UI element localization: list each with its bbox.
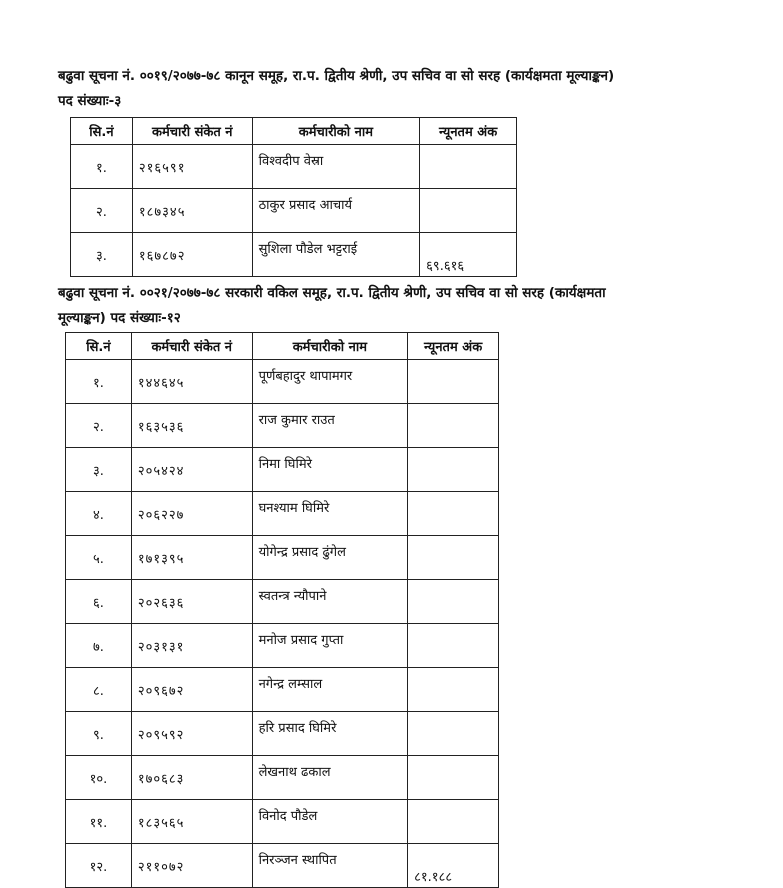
employee-code-cell: २०३१३१ [131, 624, 252, 668]
serial-cell: ११. [66, 800, 132, 844]
table-row [66, 800, 499, 844]
min-score-cell [420, 145, 517, 189]
section1-post-count: पद संख्याः-३ [58, 93, 122, 109]
min-score-cell [408, 580, 499, 624]
employee-code-cell: १८७३४५ [132, 189, 252, 233]
employee-code-cell: २०९६७२ [131, 668, 252, 712]
column-header-code: कर्मचारी संकेत नं [131, 333, 252, 360]
serial-cell: २. [71, 189, 133, 233]
employee-name-cell: हरि प्रसाद घिमिरे [252, 712, 408, 756]
employee-name-cell: स्वतन्त्र न्यौपाने [252, 580, 408, 624]
table-row [66, 536, 499, 580]
section2-table [65, 332, 499, 888]
serial-cell: १. [66, 360, 132, 404]
column-header-code: कर्मचारी संकेत नं [132, 118, 252, 145]
column-header-name: कर्मचारीको नाम [252, 118, 420, 145]
min-score-cell [408, 712, 499, 756]
serial-cell: १०. [66, 756, 132, 800]
min-score-cell: ८१.१८८ [408, 844, 499, 888]
table-row [66, 756, 499, 800]
section2-heading-cont: मूल्याङ्कन) पद संख्याः-१२ [58, 310, 181, 326]
min-score-cell [408, 668, 499, 712]
serial-cell: ८. [66, 668, 132, 712]
employee-name-cell: घनश्याम घिमिरे [252, 492, 408, 536]
table-row [66, 624, 499, 668]
column-header-score: न्यूनतम अंक [408, 333, 499, 360]
employee-code-cell: १७०६८३ [131, 756, 252, 800]
serial-cell: २. [66, 404, 132, 448]
employee-name-cell: निरञ्जन स्थापित [252, 844, 408, 888]
min-score-cell [408, 756, 499, 800]
employee-name-cell: पूर्णबहादुर थापामगर [252, 360, 408, 404]
employee-name-cell: निमा घिमिरे [252, 448, 408, 492]
serial-cell: ४. [66, 492, 132, 536]
serial-cell: ३. [71, 233, 133, 277]
column-header-name: कर्मचारीको नाम [252, 333, 408, 360]
column-header-serial: सि.नं [66, 333, 132, 360]
serial-cell: ५. [66, 536, 132, 580]
employee-code-cell: २१६५९१ [132, 145, 252, 189]
employee-name-cell: लेखनाथ ढकाल [252, 756, 408, 800]
serial-cell: ७. [66, 624, 132, 668]
table-row [66, 712, 499, 756]
table-row [66, 448, 499, 492]
employee-code-cell: १४४६४५ [131, 360, 252, 404]
min-score-cell [408, 800, 499, 844]
serial-cell: ६. [66, 580, 132, 624]
employee-code-cell: १७१३९५ [131, 536, 252, 580]
table-header-row [71, 118, 517, 145]
table-row [66, 844, 499, 888]
min-score-cell [408, 404, 499, 448]
column-header-score: न्यूनतम अंक [420, 118, 517, 145]
min-score-cell [408, 492, 499, 536]
serial-cell: ९. [66, 712, 132, 756]
employee-name-cell: ठाकुर प्रसाद आचार्य [252, 189, 420, 233]
employee-code-cell: २०६२२७ [131, 492, 252, 536]
employee-name-cell: मनोज प्रसाद गुप्ता [252, 624, 408, 668]
employee-name-cell: राज कुमार राउत [252, 404, 408, 448]
min-score-cell [408, 360, 499, 404]
employee-code-cell: २०९५९२ [131, 712, 252, 756]
table-row [66, 580, 499, 624]
employee-code-cell: १८३५६५ [131, 800, 252, 844]
employee-name-cell: विनोद पौडेल [252, 800, 408, 844]
employee-code-cell: २११०७२ [131, 844, 252, 888]
table-row [66, 668, 499, 712]
employee-name-cell: सुशिला पौडेल भट्टराई [252, 233, 420, 277]
serial-cell: १२. [66, 844, 132, 888]
employee-name-cell: नगेन्द्र लम्साल [252, 668, 408, 712]
section2-heading: बढुवा सूचना नं. ००२१/२०७७-७८ सरकारी वकिल समूह, रा.प. द्वितीय श्रेणी, उप सचिव वा सो सरह (कार्यक्षमता [58, 285, 606, 301]
employee-code-cell: २०२६३६ [131, 580, 252, 624]
table-row [71, 145, 517, 189]
serial-cell: १. [71, 145, 133, 189]
column-header-serial: सि.नं [71, 118, 133, 145]
min-score-cell [408, 448, 499, 492]
table-header-row [66, 333, 499, 360]
employee-code-cell: २०५४२४ [131, 448, 252, 492]
section1-heading: बढुवा सूचना नं. ००१९/२०७७-७८ कानून समूह, रा.प. द्वितीय श्रेणी, उप सचिव वा सो सरह (कार्यक्षमता मूल्याङ्कन) [58, 68, 615, 84]
table-row [66, 492, 499, 536]
serial-cell: ३. [66, 448, 132, 492]
employee-code-cell: १६७८७२ [132, 233, 252, 277]
table-row [66, 360, 499, 404]
employee-name-cell: विश्वदीप वेस्रा [252, 145, 420, 189]
min-score-cell: ६९.६१६ [420, 233, 517, 277]
employee-code-cell: १६३५३६ [131, 404, 252, 448]
table-row [66, 404, 499, 448]
table-row [71, 189, 517, 233]
section1-table [70, 117, 517, 277]
employee-name-cell: योगेन्द्र प्रसाद ढुंगेल [252, 536, 408, 580]
table-row [71, 233, 517, 277]
min-score-cell [420, 189, 517, 233]
min-score-cell [408, 536, 499, 580]
min-score-cell [408, 624, 499, 668]
